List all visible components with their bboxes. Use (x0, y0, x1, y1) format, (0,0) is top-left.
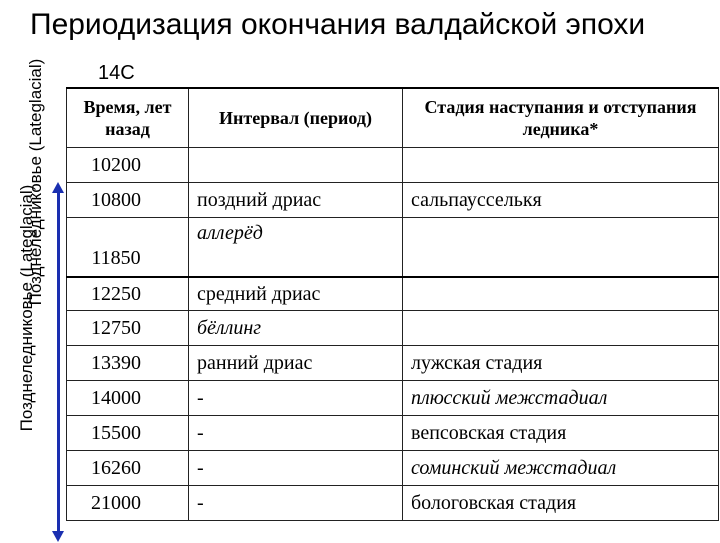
interval-cell: - (189, 381, 403, 416)
table-row (67, 218, 719, 278)
time-value: 12750 (91, 316, 141, 339)
interval-cell: ранний дриас (189, 346, 403, 381)
time-cell (67, 183, 189, 218)
header-time: Время, лет назад (67, 88, 189, 148)
stage-cell (403, 277, 719, 311)
stage-cell: плюсский межстадиал (403, 381, 719, 416)
page-title: Периодизация окончания валдайской эпохи (30, 8, 646, 41)
time-cell (67, 218, 189, 278)
inner-side-label (26, 32, 46, 332)
header-interval: Интервал (период) (189, 88, 403, 148)
stage-cell: лужская стадия (403, 346, 719, 381)
time-cell (67, 451, 189, 486)
stage-cell: сальпаусселькя (403, 183, 719, 218)
interval-cell: средний дриас (189, 277, 403, 311)
interval-cell: - (189, 486, 403, 521)
table-row (67, 346, 719, 381)
table-header-row (67, 88, 719, 148)
time-cell (67, 486, 189, 521)
outer-side-label-text: Позднеледниковье (Lateglacial) (17, 184, 36, 432)
table-row (67, 381, 719, 416)
time-cell (67, 416, 189, 451)
interval-cell: - (189, 416, 403, 451)
table-row (67, 183, 719, 218)
table-row (67, 277, 719, 311)
interval-cell (189, 148, 403, 183)
interval-cell: - (189, 451, 403, 486)
table-row (67, 148, 719, 183)
time-cell (67, 346, 189, 381)
table-row (67, 311, 719, 346)
interval-cell: бёллинг (189, 311, 403, 346)
time-cell (67, 277, 189, 311)
time-value: 12250 (91, 282, 141, 305)
time-value: 13390 (91, 351, 141, 374)
stage-cell: соминский межстадиал (403, 451, 719, 486)
stage-cell: вепсовская стадия (403, 416, 719, 451)
time-cell (67, 381, 189, 416)
inner-side-label-text: Позднеледниковье (Lateglacial) (26, 58, 45, 306)
time-value: 21000 (91, 491, 141, 514)
header-stage: Стадия наступания и отступания ледника* (403, 88, 719, 148)
stage-cell: бологовская стадия (403, 486, 719, 521)
interval-cell: аллерёд (189, 218, 403, 278)
outer-range-arrow (57, 192, 60, 532)
periodization-table (66, 87, 719, 521)
time-value: 16260 (91, 456, 141, 479)
time-value: 14000 (91, 386, 141, 409)
interval-cell: поздний дриас (189, 183, 403, 218)
stage-cell (403, 148, 719, 183)
time-cell (67, 311, 189, 346)
table-row (67, 451, 719, 486)
time-cell (67, 148, 189, 183)
time-value: 10800 (91, 188, 141, 211)
table-row (67, 486, 719, 521)
stage-cell (403, 311, 719, 346)
time-value: 11850 (91, 247, 141, 269)
table-row (67, 416, 719, 451)
stage-cell (403, 218, 719, 278)
time-value: 15500 (91, 421, 141, 444)
radiocarbon-label: 14C (98, 62, 135, 84)
time-value: 10200 (91, 153, 141, 176)
